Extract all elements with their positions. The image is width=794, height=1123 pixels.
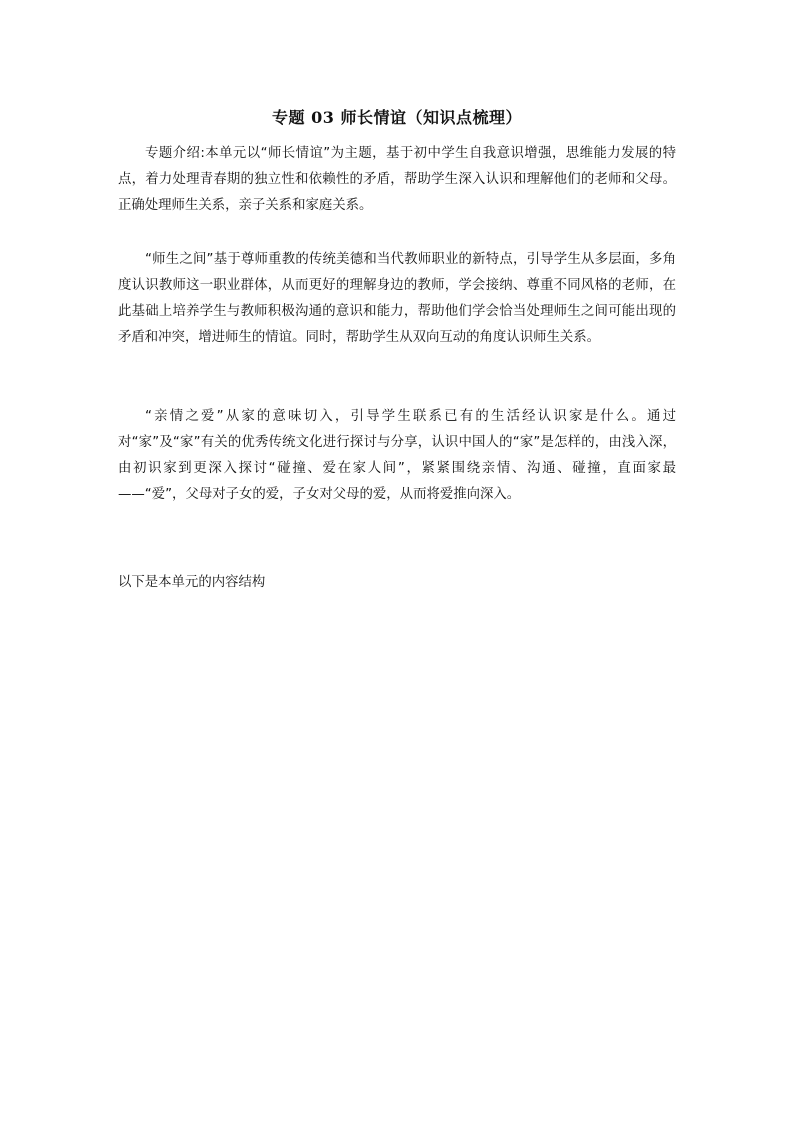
intro-paragraph: 专题介绍:本单元以“师长情谊”为主题，基于初中学生自我意识增强，思维能力发展的特点，着力处理青春期的独立性和依赖性的矛盾，帮助学生深入认识和理解他们的老师和父母。正确处理师生关系，亲子关系和家庭关系。	[118, 146, 676, 213]
family-love-paragraph: “亲情之爱”从家的意味切入，引导学生联系已有的生活经认识家是什么。通过对“家”及“家”有关的优秀传统文化进行探讨与分享，认识中国人的“家”是怎样的，由浅入深，由初识家到更深入探讨“碰撞、爱在家人间”，紧紧围绕亲情、沟通、碰撞，直面家最——“爱”，父母对子女的爱，子女对父母的爱，从而将爱推向深入。	[118, 409, 676, 502]
teacher-student-paragraph: “师生之间”基于尊师重教的传统美德和当代教师职业的新特点，引导学生从多层面，多角度认识教师这一职业群体，从而更好的理解身边的教师，学会接纳、尊重不同风格的老师，在此基础上培养学生与教师积极沟通的意识和能力，帮助他们学会恰当处理师生之间可能出现的矛盾和冲突，增进师生的情谊。同时，帮助学生从双向互动的角度认识师生关系。	[118, 252, 676, 345]
page-title: 专题 03 师长情谊（知识点梳理）	[272, 108, 522, 127]
content-structure-label: 以下是本单元的内容结构	[118, 575, 266, 590]
